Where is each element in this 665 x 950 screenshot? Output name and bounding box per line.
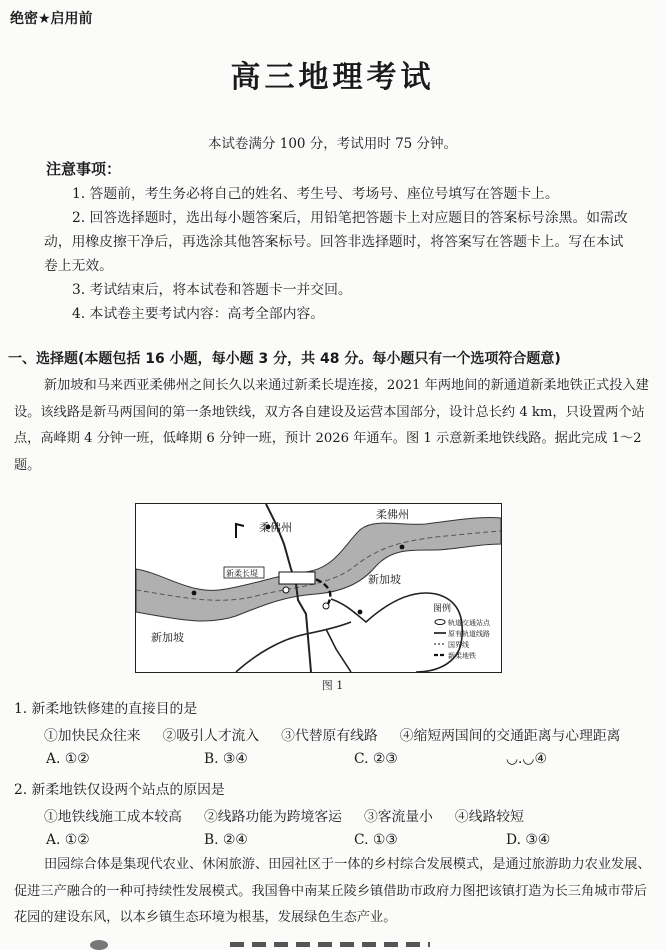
passage-2: 田园综合体是集现代农业、休闲旅游、田园社区于一体的乡村综合发展模式，是通过旅游助力农业发展、促进三产融合的一种可持续性发展模式。我国鲁中南某丘陵乡镇借助市政府力图把该镇打造为长三角城市带后花园的建设东风，以本乡镇生态环境为根基，发展绿色生态产业。 xyxy=(14,857,651,925)
passage-1: 新加坡和马来西亚柔佛州之间长久以来通过新柔长堤连接，2021 年两地间的新通道新柔地铁正式投入建设。该线路是新马两国间的第一条地铁线，双方各自建设及运营本国部分，设计总长约 4 km，只设置两个站点，高峰期 4 分钟一班，低峰期 6 分钟一班，预计 2026 年通车。图 1 示意新柔地铁线路。据此完成 1～2 题。 xyxy=(14,378,649,473)
question-stem: 1. 新柔地铁修建的直接目的是 xyxy=(14,701,198,717)
question-stem: 2. 新柔地铁仅设两个站点的原因是 xyxy=(14,782,225,798)
legend-title: 图例 xyxy=(433,604,452,614)
statement: ④缩短两国间的交通距离与心理距离 xyxy=(399,728,621,744)
statement: ①加快民众往来 xyxy=(44,728,141,744)
cut-off-seal xyxy=(90,940,108,950)
statement: ④线路较短 xyxy=(454,809,524,825)
station-dot xyxy=(400,545,405,550)
question-statements xyxy=(44,724,654,744)
station-dot xyxy=(192,591,197,596)
option-d: ◡.◡④ xyxy=(506,751,547,767)
legend-item: 轨道交通站点 xyxy=(448,619,490,627)
option-a: A. ①② xyxy=(46,751,90,767)
label-causeway: 新柔长堤 xyxy=(226,569,258,578)
option-b: B. ③④ xyxy=(204,751,248,767)
rail-branch xyxy=(326,629,351,672)
label-singapore-right: 新加坡 xyxy=(368,573,401,586)
map-svg xyxy=(136,504,501,672)
statement: ②吸引人才流入 xyxy=(162,728,260,744)
legend-station-icon xyxy=(435,620,445,625)
label-johor-left: 柔佛州 xyxy=(259,521,292,534)
section-heading: 一、选择题(本题包括 16 小题，每小题 3 分，共 48 分。每小题只有一个选项符合题意) xyxy=(8,351,561,367)
station-node xyxy=(323,603,329,609)
notice-item: 1. 答题前，考生务必将自己的姓名、考生号、考场号、座位号填写在答题卡上。 xyxy=(72,186,559,202)
option-c: C. ②③ xyxy=(354,751,398,767)
rail-south xyxy=(236,622,351,672)
statement: ①地铁线施工成本较高 xyxy=(44,809,182,825)
label-johor-right: 柔佛州 xyxy=(376,508,409,521)
option-a: A. ①② xyxy=(46,832,90,848)
legend-item: 国界线 xyxy=(448,641,469,649)
notice-item: 4. 本试卷主要考试内容：高考全部内容。 xyxy=(72,306,325,322)
notice-heading: 注意事项： xyxy=(46,160,122,178)
label-singapore-left: 新加坡 xyxy=(151,631,184,644)
map-glyph xyxy=(236,524,244,538)
cut-off-text xyxy=(230,942,430,947)
figure-caption: 图 1 xyxy=(321,679,344,692)
page-title: 高三地理考试 xyxy=(230,60,435,95)
causeway-box xyxy=(279,572,315,584)
option-b: B. ②④ xyxy=(204,832,248,848)
secret-label: 绝密★启用前 xyxy=(10,11,93,27)
notice-item: 2. 回答选择题时，选出每小题答案后，用铅笔把答题卡上对应题目的答案标号涂黑。如需改动，用橡皮擦干净后，再选涂其他答案标号。回答非选择题时，将答案写在答题卡上。写在本试卷上无效。 xyxy=(44,210,628,274)
station-dot xyxy=(358,610,363,615)
map-legend xyxy=(433,602,491,660)
notice-list xyxy=(44,182,634,326)
map-figure xyxy=(135,503,502,673)
option-c: C. ①③ xyxy=(354,832,398,848)
statement: ③代替原有线路 xyxy=(281,728,378,744)
legend-item: 原有轨道线路 xyxy=(448,630,490,638)
legend-item: 新柔地铁 xyxy=(448,652,476,660)
statement: ②线路功能为跨境客运 xyxy=(203,809,342,825)
station-node xyxy=(283,587,289,593)
statement: ③客流量小 xyxy=(363,809,433,825)
option-d: D. ③④ xyxy=(506,832,551,848)
score-line: 本试卷满分 100 分，考试用时 75 分钟。 xyxy=(207,136,458,152)
question-statements xyxy=(44,805,654,825)
notice-item: 3. 考试结束后，将本试卷和答题卡一并交回。 xyxy=(72,282,352,298)
